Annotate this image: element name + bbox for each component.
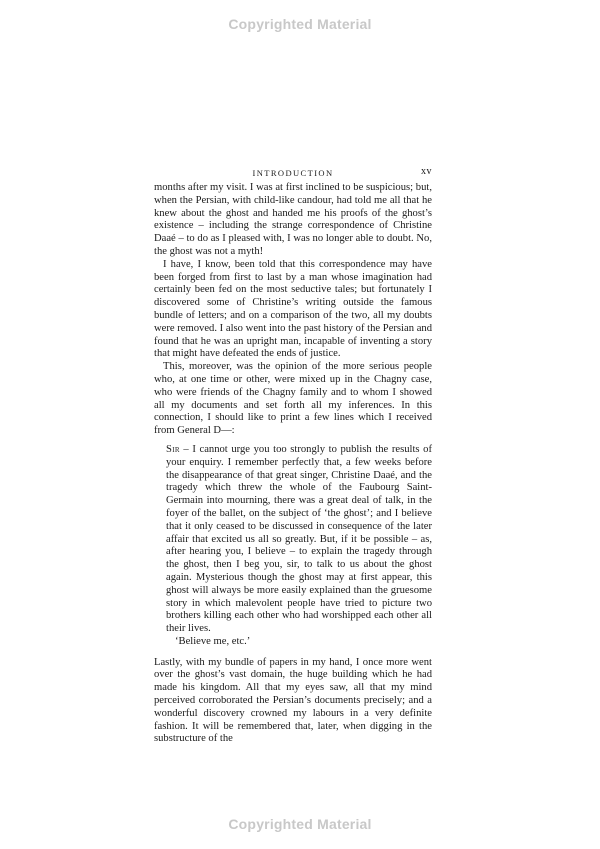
book-page [154,166,432,746]
copyright-watermark-top: Copyrighted Material [228,16,372,32]
letter-body: – I cannot urge you too strongly to publish the results of your enquiry. I remember perfectly that, a few weeks before the disappearance of that great singer, Christine Daaé, and the tragedy which threw the whole of the Faubourg Saint-Germain into mourning, there was a great deal of talk, in the foyer of the ballet, on the subject of ‘the ghost’; and I believe that it only ceased to be discussed in consequence of the later affair that excited us all so greatly. But, if it be possible – as, after hearing you, I believe – to explain the tragedy through the ghost, then I beg you, sir, to talk to us about the ghost again. Mysterious though the ghost may at first appear, this ghost will always be more easily explained than the gruesome story in which malevolent people have tried to picture two brothers killing each other who had worshipped each other all their lives. [166,443,432,635]
body-text [154,182,432,438]
copyright-watermark-bottom: Copyrighted Material [228,816,372,832]
running-head [154,166,432,182]
letter-signoff: ‘Believe me, etc.’ [175,635,251,647]
paragraph: I have, I know, been told that this correspondence may have been forged from first to last by a man whose imagination had certainly been fed on the most seductive tales; but fortunately I discovered some of Christine’s writing outside the famous bundle of letters; and on a comparison of the two, all my doubts were removed. I also went into the past history of the Persian and found that he was an upright man, incapable of inventing a story that might have defeated the ends of justice. [154,258,432,360]
quoted-letter [154,444,432,649]
letter-salutation: Sir [166,443,180,455]
paragraph: This, moreover, was the opinion of the more serious people who, at one time or other, were mixed up in the Chagny case, who were friends of the Chagny family and to whom I showed all my documents and set forth all my inferences. In this connection, I should like to print a few lines which I received from General D—: [154,361,432,437]
paragraph: months after my visit. I was at first inclined to be suspicious; but, when the Persian, with child-like candour, had told me all that he knew about the ghost and handed me his proofs of the ghost’s existence – including the strange correspondence of Christine Daaé – to do as I pleased with, I was no longer able to doubt. No, the ghost was not a myth! [154,182,432,257]
page-number: xv [421,166,432,177]
running-head-title: INTRODUCTION [252,168,334,178]
body-text-continued [154,657,432,747]
paragraph: Lastly, with my bundle of papers in my hand, I once more went over the ghost’s vast domain, the huge building which he had made his kingdom. All that my eyes saw, all that my mind perceived corroborated the Persian’s documents precisely; and a wonderful discovery crowned my labours in a very definite fashion. It will be remembered that, later, when digging in the substructure of the [154,656,432,745]
letter-body-paragraph [166,444,432,636]
